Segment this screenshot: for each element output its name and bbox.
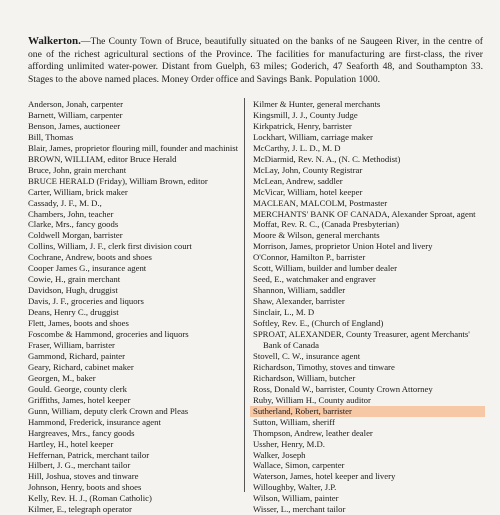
directory-entry: Kirkpatrick, Henry, barrister — [253, 120, 352, 131]
directory-entry: Blair, James, proprietor flouring mill, founder and machinist — [28, 142, 239, 153]
directory-entry: Barnett, William, carpenter — [28, 109, 123, 120]
directory-entry: Shannon, William, saddler — [253, 285, 346, 296]
directory-entry: MACLEAN, MALCOLM, Postmaster — [253, 197, 388, 208]
directory-entry: Lockhart, William, carriage maker — [253, 131, 373, 142]
directory-entry: Stovell, C. W., insurance agent — [253, 350, 361, 361]
directory-entry: Gammond, Richard, painter — [28, 350, 125, 361]
directory-entry: Softley, Rev. E., (Church of England) — [253, 318, 384, 329]
directory-entry: Willoughby, Walter, J.P. — [253, 482, 337, 493]
directory-entry: MERCHANTS' BANK OF CANADA, Alexander Sproat, agent — [253, 208, 476, 219]
directory-entry: SPROAT, ALEXANDER, County Treasurer, agent Merchants' Bank of Canada — [253, 329, 470, 350]
directory-entry: Sutton, William, sheriff — [253, 416, 335, 427]
directory-entry: Cowie, H., grain merchant — [28, 274, 121, 285]
directory-entry: O'Connor, Hamilton P., barrister — [253, 252, 366, 263]
directory-entry: McVicar, William, hotel keeper — [253, 186, 363, 197]
town-intro — [28, 35, 483, 86]
directory-entry: Ussher, Henry, M.D. — [253, 438, 325, 449]
directory-entry: Geary, Richard, cabinet maker — [28, 361, 134, 372]
directory-entry: Clarke, Mrs., fancy goods — [28, 219, 119, 230]
directory-entry: BROWN, WILLIAM, editor Bruce Herald — [28, 153, 177, 164]
directory-entry: Benson, James, auctioneer — [28, 120, 121, 131]
directory-entry: Wilson, William, painter — [253, 493, 339, 504]
column-divider — [244, 98, 245, 492]
directory-entry: McLean, Andrew, saddler — [253, 175, 343, 186]
directory-entry: Griffiths, James, hotel keeper — [28, 394, 131, 405]
directory-entry: Collins, William, J. F., clerk first division court — [28, 241, 192, 252]
directory-entry: McCarthy, J. L. D., M. D — [253, 142, 341, 153]
directory-entry: Davis, J. F., groceries and liquors — [28, 296, 144, 307]
directory-entry: Bill, Thomas — [28, 131, 74, 142]
directory-entry: Thompson, Andrew, leather dealer — [253, 427, 373, 438]
directory-entry: Waterson, James, hotel keeper and livery — [253, 471, 396, 482]
directory-entry: Kingsmill, J. J., County Judge — [253, 109, 358, 120]
directory-entry: Heffernan, Patrick, merchant tailor — [28, 449, 150, 460]
directory-entry: Kilmer, E., telegraph operator — [28, 504, 132, 515]
directory-entry: Richardson, Timothy, stoves and tinware — [253, 361, 395, 372]
directory-entry: Coldwell Morgan, barrister — [28, 230, 123, 241]
directory-entry: Ruby, William H., County auditor — [253, 394, 371, 405]
directory-entry: Moore & Wilson, general merchants — [253, 230, 380, 241]
directory-entry: Cooper James G., insurance agent — [28, 263, 147, 274]
directory-entry: Wallace, Simon, carpenter — [253, 460, 345, 471]
directory-entry: Cassady, J. F., M. D., — [28, 197, 102, 208]
directory-entry: Hargreaves, Mrs., fancy goods — [28, 427, 135, 438]
directory-entry: McDiarmid, Rev. N. A., (N. C. Methodist) — [253, 153, 401, 164]
right-column — [253, 99, 485, 515]
directory-entry: Shaw, Alexander, barrister — [253, 296, 345, 307]
directory-entry: Ross, Donald W., barrister, County Crown Attorney — [253, 383, 433, 394]
town-description: —The County Town of Bruce, beautifully situated on the banks of ne Saugeen River, in the centre of one of the richest agricultural sections of the Province. The facilities for manufacturing are first-class, the river affording unlimited water-power. Distant from Guelph, 63 miles; Goderich, 47 Seaforth 48, and Southampton 33. Stages to the above named places. Money Order office and Savings Bank. Population 1000. — [28, 36, 483, 85]
directory-entry: Chambers, John, teacher — [28, 208, 114, 219]
directory-entry: Kelly, Rev. H. J., (Roman Catholic) — [28, 493, 152, 504]
town-name: Walkerton. — [28, 35, 81, 47]
directory-entry: Johnson, Henry, boots and shoes — [28, 482, 142, 493]
directory-entry: Hammond, Frederick, insurance agent — [28, 416, 161, 427]
directory-entry: Hill, Joshua, stoves and tinware — [28, 471, 139, 482]
directory-entry: McLay, John, County Registrar — [253, 164, 363, 175]
directory-entry: Walker, Joseph — [253, 449, 306, 460]
directory-entry: Georgen, M., baker — [28, 372, 96, 383]
directory-entry: Morrison, James, proprietor Union Hotel and livery — [253, 241, 433, 252]
directory-entry: BRUCE HERALD (Friday), William Brown, editor — [28, 175, 208, 186]
directory-entry: Foscombe & Hammond, groceries and liquors — [28, 329, 189, 340]
left-column — [28, 99, 240, 515]
directory-entry: Flett, James, boots and shoes — [28, 318, 129, 329]
directory-entry: Kilmer & Hunter, general merchants — [253, 99, 381, 109]
directory-entry: Deans, Henry C., druggist — [28, 307, 119, 318]
directory-entry: Hilbert, J. G., merchant tailor — [28, 460, 131, 471]
highlighted-directory-entry: Sutherland, Robert, barrister — [250, 406, 485, 417]
directory-entry: Gould. George, county clerk — [28, 383, 127, 394]
directory-entry: Sinclair, L., M. D — [253, 307, 315, 318]
directory-entry: Gunn, William, deputy clerk Crown and Pleas — [28, 405, 189, 416]
directory-entry: Moffat, Rev. R. C., (Canada Presbyterian) — [253, 219, 399, 230]
directory-entry: Bruce, John, grain merchant — [28, 164, 127, 175]
directory-entry: Richardson, William, butcher — [253, 372, 356, 383]
directory-entry: Hartley, H., hotel keeper — [28, 438, 114, 449]
directory-entry: Fraser, William, barrister — [28, 339, 115, 350]
directory-entry: Davidson, Hugh, druggist — [28, 285, 118, 296]
directory-entry: Scott, William, builder and lumber dealer — [253, 263, 398, 274]
directory-entry: Anderson, Jonah, carpenter — [28, 99, 124, 109]
directory-entry: Cochrane, Andrew, boots and shoes — [28, 252, 152, 263]
directory-entry: Seed, E., watchmaker and engraver — [253, 274, 376, 285]
directory-entry: Carter, William, brick maker — [28, 186, 128, 197]
directory-entry: Wisser, L., merchant tailor — [253, 504, 346, 515]
